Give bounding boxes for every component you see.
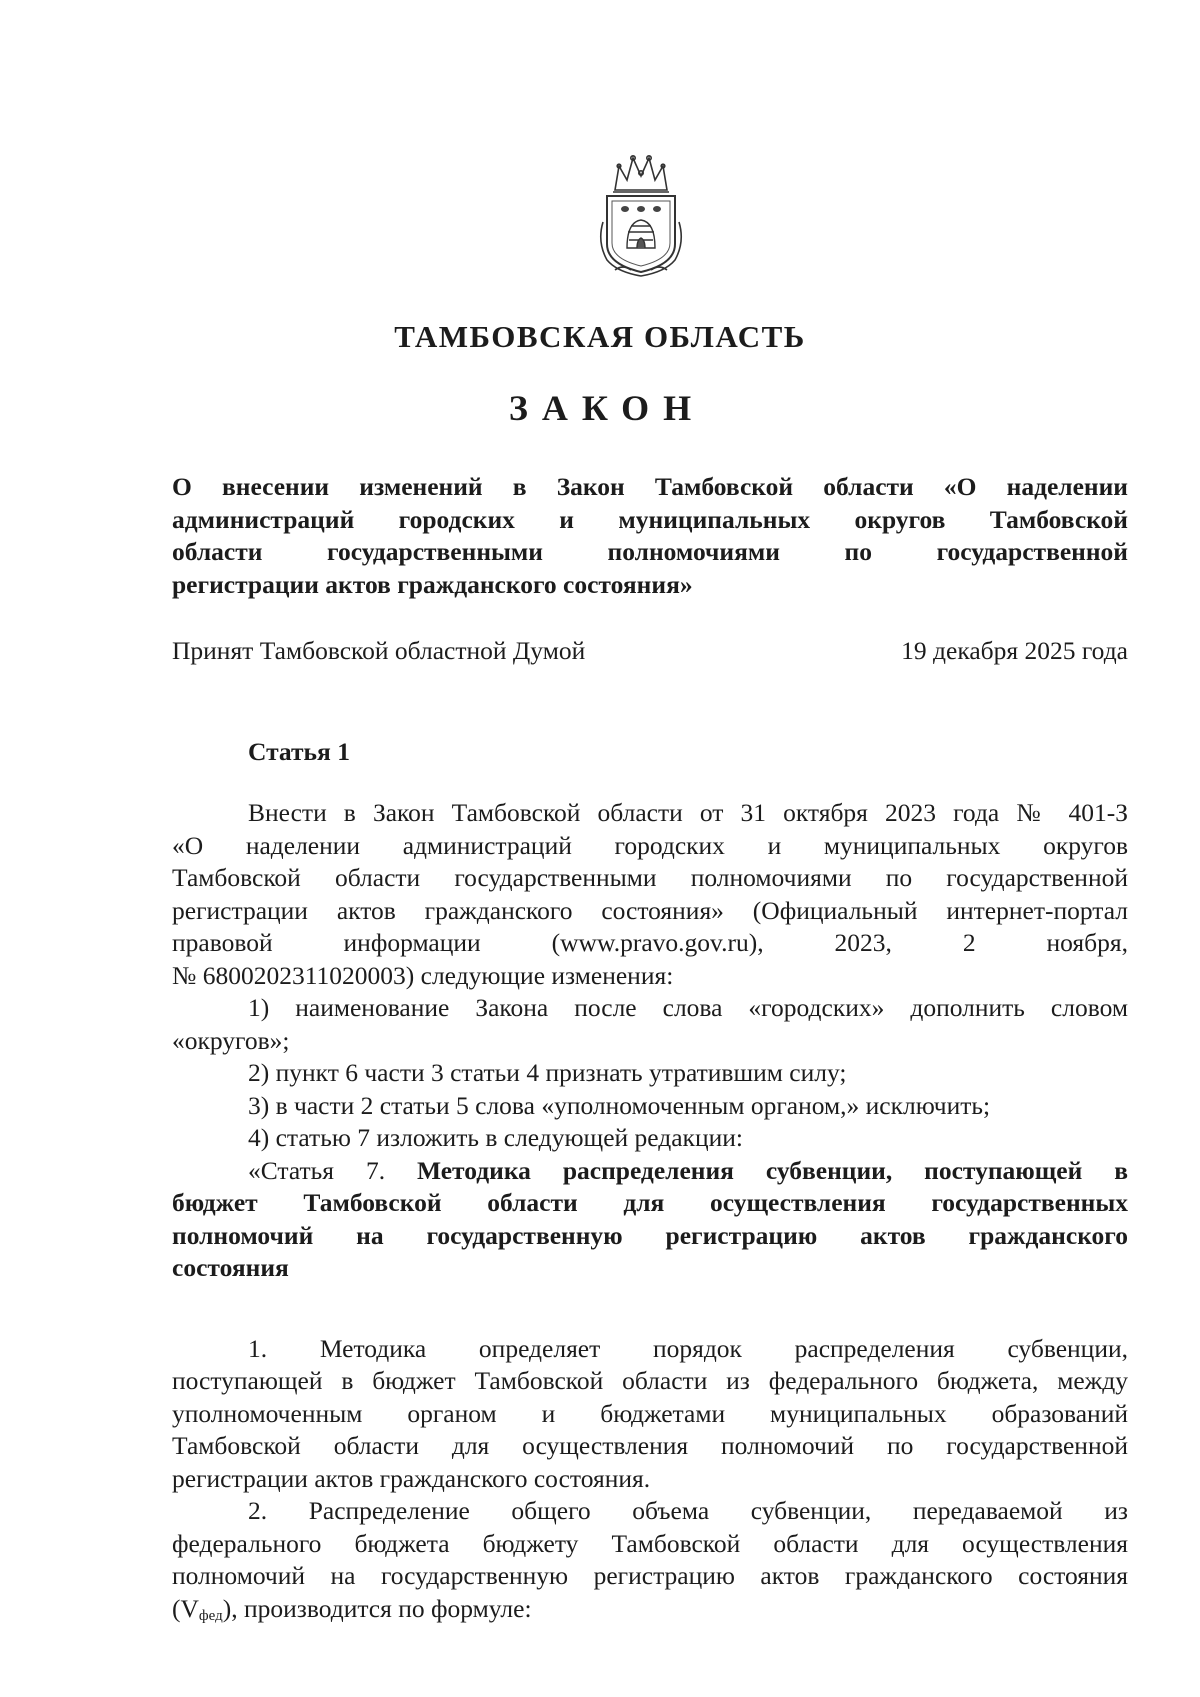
title-line: администраций городских и муниципальных округов Тамбовской bbox=[172, 504, 1128, 534]
article7-heading-line: состояния bbox=[172, 1253, 289, 1282]
amendment-item-2: 2) пункт 6 части 3 статьи 4 признать утратившим силу; bbox=[248, 1058, 847, 1087]
paragraph-1-line: регистрации актов гражданского состояния. bbox=[172, 1463, 651, 1493]
intro-line: регистрации актов гражданского состояния» (Официальный интернет-портал bbox=[172, 895, 1128, 925]
article7-title: Методика распределения субвенции, поступающей в bbox=[417, 1155, 1128, 1185]
paragraph-2-formula-line bbox=[172, 1593, 1128, 1633]
adopted-by: Принят Тамбовской областной Думой bbox=[172, 636, 586, 665]
article-heading: Статья 1 bbox=[248, 737, 350, 766]
document-type-heading: ЗАКОН bbox=[508, 388, 706, 428]
paragraph-1-line: уполномоченным органом и бюджетами муниципальных образований bbox=[172, 1398, 1128, 1428]
paragraph-2-line: 2. Распределение общего объема субвенции, передаваемой из bbox=[248, 1496, 1128, 1525]
open-paren: ( bbox=[172, 1593, 181, 1623]
paragraph-1-line: поступающей в бюджет Тамбовской области из федерального бюджета, между bbox=[172, 1366, 1128, 1395]
paragraph-2-line: федерального бюджета бюджету Тамбовской области для осуществления bbox=[172, 1528, 1128, 1558]
paragraph-1-line: Тамбовской области для осуществления полномочий по государственной bbox=[172, 1431, 1128, 1460]
coat-of-arms-icon bbox=[593, 152, 689, 278]
amendment-item-1: 1) наименование Закона после слова «городских» дополнить словом bbox=[248, 993, 1128, 1022]
amendment-item-3: 3) в части 2 статьи 5 слова «уполномоченным органом,» исключить; bbox=[248, 1090, 991, 1120]
article7-prefix: «Статья 7. bbox=[248, 1155, 386, 1185]
formula-subscript: фед bbox=[198, 1607, 223, 1624]
formula-tail: ), производится по формуле: bbox=[222, 1593, 532, 1623]
title-line: регистрации актов гражданского состояния» bbox=[172, 569, 693, 599]
title-line: О внесении изменений в Закон Тамбовской области «О наделении bbox=[172, 472, 1128, 501]
paragraph-1-line: 1. Методика определяет порядок распределения субвенции, bbox=[248, 1333, 1128, 1363]
amendment-item-1-cont: «округов»; bbox=[172, 1025, 290, 1055]
intro-line: «О наделении администраций городских и муниципальных округов bbox=[172, 830, 1128, 860]
article7-heading-line: полномочий на государственную регистрацию актов гражданского bbox=[172, 1220, 1128, 1250]
intro-line: Внести в Закон Тамбовской области от 31 октября 2023 года № 401-З bbox=[248, 798, 1128, 827]
law-title bbox=[172, 471, 1128, 601]
paragraph-2-line: полномочий на государственную регистрацию актов гражданского состояния bbox=[172, 1561, 1128, 1590]
intro-line: № 6800202311020003) следующие изменения: bbox=[172, 960, 674, 990]
adoption-date: 19 декабря 2025 года bbox=[901, 636, 1128, 665]
amendment-item-4: 4) статью 7 изложить в следующей редакции: bbox=[248, 1123, 743, 1152]
title-line: области государственными полномочиями по государственной bbox=[172, 537, 1128, 566]
article7-heading-line: бюджет Тамбовской области для осуществления государственных bbox=[172, 1188, 1128, 1217]
adoption-row bbox=[172, 636, 1128, 666]
region-heading: ТАМБОВСКАЯ ОБЛАСТЬ bbox=[394, 319, 806, 354]
intro-line: правовой информации (www.pravo.gov.ru), 2023, 2 ноября, bbox=[172, 928, 1128, 957]
article-body bbox=[172, 797, 1128, 1632]
article7-heading-line bbox=[172, 1155, 1128, 1188]
formula-variable: V bbox=[180, 1593, 199, 1623]
intro-line: Тамбовской области государственными полномочиями по государственной bbox=[172, 863, 1128, 892]
